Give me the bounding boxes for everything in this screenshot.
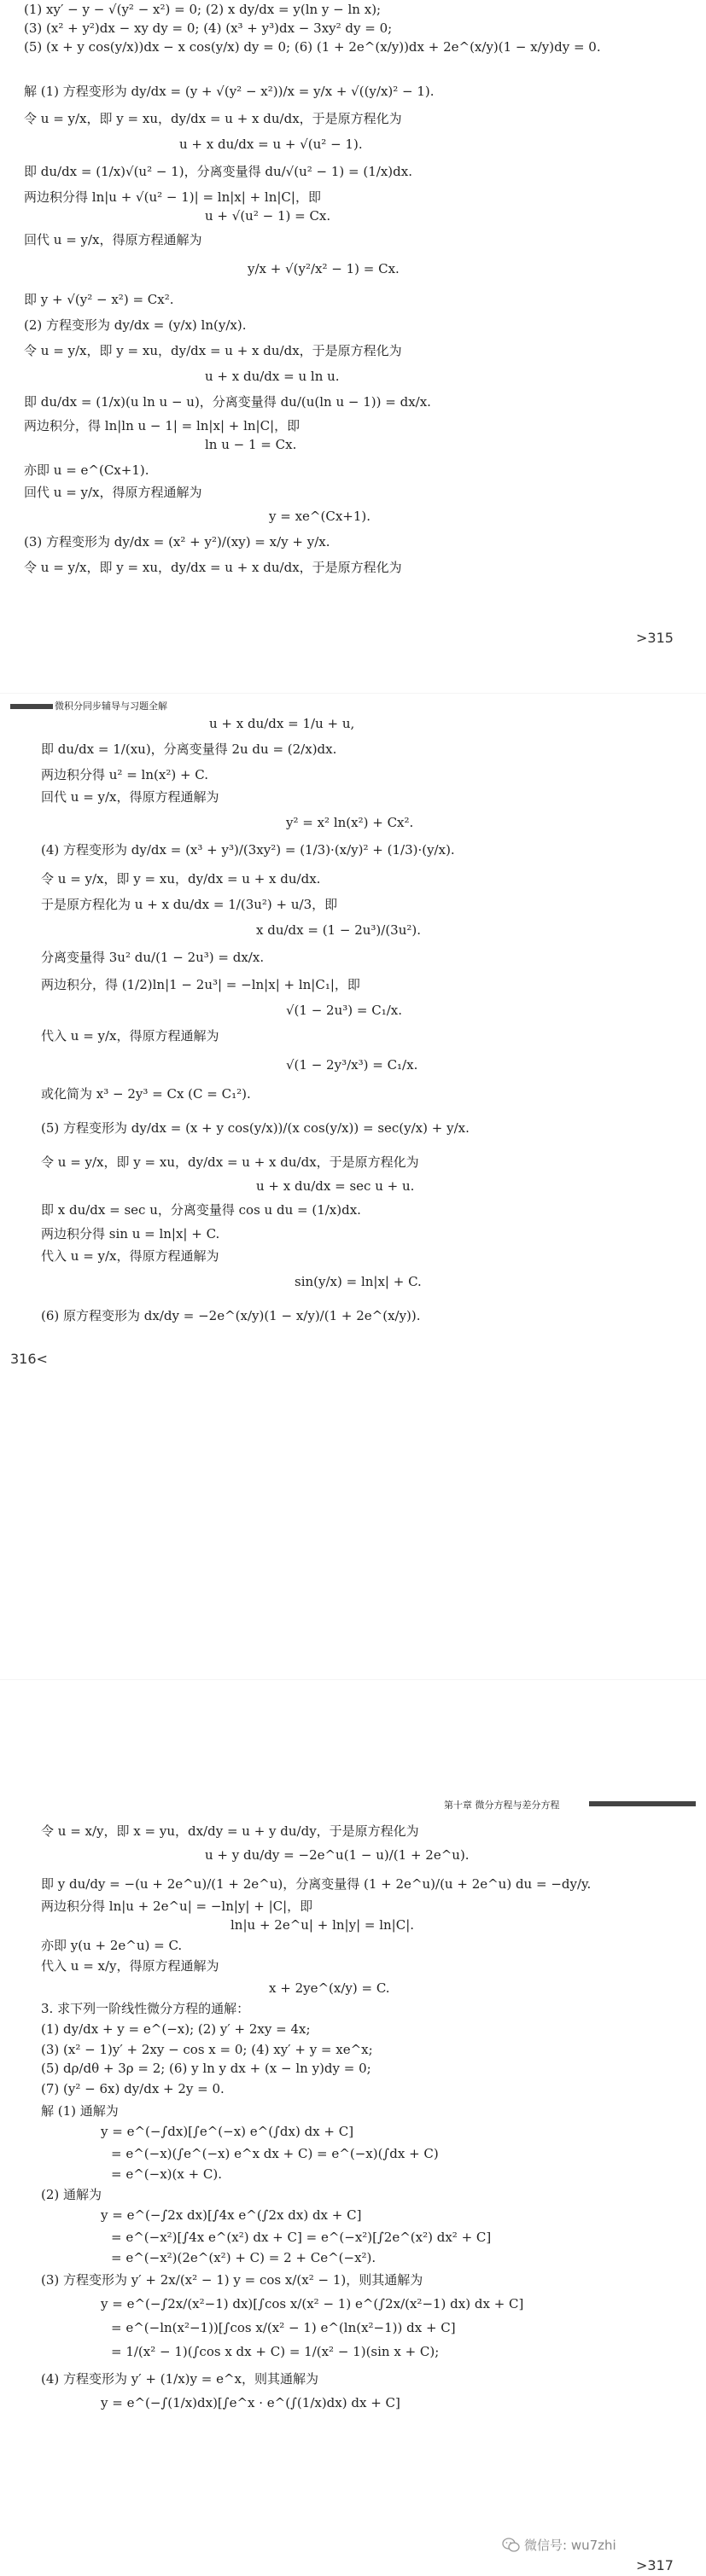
formula-line: u + x du/dx = u ln u. (205, 369, 340, 384)
header-title: 微积分同步辅导与习题全解 (55, 701, 167, 712)
header-title: 第十章 微分方程与差分方程 (444, 1800, 560, 1811)
text-line: 回代 u = y/x，得原方程通解为 (24, 232, 202, 247)
text-line: 于是原方程化为 u + x du/dx = 1/(3u²) + u/3，即 (41, 897, 338, 912)
text-line: 或化简为 x³ − 2y³ = Cx (C = C₁²). (41, 1086, 251, 1102)
formula-line: x + 2ye^(x/y) = C. (269, 1980, 390, 1996)
problem-line-1: (1) xy′ − y − √(y² − x²) = 0; (2) x dy/dx = y(ln y − ln x); (24, 2, 382, 17)
formula-line: u + y du/dy = −2e^u(1 − u)/(1 + 2e^u). (205, 1847, 470, 1863)
formula-line: y = xe^(Cx+1). (269, 509, 371, 524)
formula-line: sin(y/x) = ln|x| + C. (295, 1274, 422, 1289)
text-line: 即 du/dx = (1/x)√(u² − 1)，分离变量得 du/√(u² − 1) = (1/x)dx. (24, 164, 412, 179)
page-317 (0, 1679, 706, 2576)
exercise-line: (3) (x² − 1)y′ + 2xy − cos x = 0; (4) xy′ + y = xe^x; (41, 2042, 373, 2057)
formula-line: y = e^(−∫2x dx)[∫4x e^(∫2x dx) dx + C] (101, 2207, 362, 2223)
text-line: 令 u = y/x，即 y = xu，dy/dx = u + x du/dx，于是原方程化为 (24, 111, 402, 126)
formula-line: u + x du/dx = 1/u + u, (209, 716, 355, 731)
watermark-text: 微信号: wu7zhi (524, 2538, 616, 2553)
text-line: 令 u = y/x，即 y = xu，dy/dx = u + x du/dx，于是原方程化为 (24, 343, 402, 358)
exercise-heading: 3. 求下列一阶线性微分方程的通解： (41, 2001, 250, 2016)
text-line: (4) 方程变形为 dy/dx = (x³ + y³)/(3xy²) = (1/3)·(x/y)² + (1/3)·(y/x). (41, 842, 455, 858)
text-line: 即 y + √(y² − x²) = Cx². (24, 292, 174, 307)
formula-line: = e^(−ln(x²−1))[∫cos x/(x² − 1) e^(ln(x²−1)) dx + C] (111, 2320, 456, 2335)
text-line: (3) 方程变形为 dy/dx = (x² + y²)/(xy) = x/y + y/x. (24, 534, 330, 550)
text-line: 亦即 y(u + 2e^u) = C. (41, 1938, 183, 1953)
text-line: 两边积分得 ln|u + 2e^u| = −ln|y| + |C|，即 (41, 1899, 313, 1914)
header-bar (589, 1801, 696, 1806)
exercise-line: (1) dy/dx + y = e^(−x); (2) y′ + 2xy = 4x; (41, 2021, 311, 2037)
text-line: 回代 u = y/x，得原方程通解为 (24, 485, 202, 500)
text-line: (5) 方程变形为 dy/dx = (x + y cos(y/x))/(x cos(y/x)) = sec(y/x) + y/x. (41, 1120, 470, 1136)
problem-line-3: (5) (x + y cos(y/x))dx − x cos(y/x) dy = 0; (6) (1 + 2e^(x/y))dx + 2e^(x/y)(1 − x/y)dy = 0. (24, 39, 601, 55)
exercise-line: (5) dρ/dθ + 3ρ = 2; (6) y ln y dx + (x − ln y)dy = 0; (41, 2061, 371, 2076)
text-line: 两边积分，得 ln|ln u − 1| = ln|x| + ln|C|，即 (24, 418, 300, 433)
formula-line: ln u − 1 = Cx. (205, 437, 297, 452)
exercise-line: (7) (y² − 6x) dy/dx + 2y = 0. (41, 2081, 225, 2096)
text-line: 令 u = y/x，即 y = xu，dy/dx = u + x du/dx，于是原方程化为 (41, 1154, 419, 1170)
formula-line: = e^(−x)(∫e^(−x) e^x dx + C) = e^(−x)(∫dx + C) (111, 2146, 439, 2161)
text-line: 分离变量得 3u² du/(1 − 2u³) = dx/x. (41, 950, 265, 965)
formula-line: u + √(u² − 1) = Cx. (205, 208, 331, 224)
page-number: >315 (636, 630, 674, 646)
text-line: (6) 原方程变形为 dx/dy = −2e^(x/y)(1 − x/y)/(1 + 2e^(x/y)). (41, 1308, 421, 1323)
formula-line: = e^(−x²)[∫4x e^(x²) dx + C] = e^(−x²)[∫2e^(x²) dx² + C] (111, 2230, 492, 2245)
formula-line: y = e^(−∫(1/x)dx)[∫e^x · e^(∫(1/x)dx) dx + C] (101, 2395, 400, 2410)
formula-line: u + x du/dx = sec u + u. (256, 1178, 415, 1194)
text-line: (2) 方程变形为 dy/dx = (y/x) ln(y/x). (24, 317, 247, 333)
text-line: 亦即 u = e^(Cx+1). (24, 462, 149, 478)
formula-line: x du/dx = (1 − 2u³)/(3u²). (256, 922, 422, 938)
formula-line: = 1/(x² − 1)(∫cos x dx + C) = 1/(x² − 1)(sin x + C); (111, 2344, 440, 2359)
text-line: (2) 通解为 (41, 2187, 102, 2202)
text-line: 回代 u = y/x，得原方程通解为 (41, 789, 219, 805)
text-line: (3) 方程变形为 y′ + 2x/(x² − 1) y = cos x/(x² − 1)，则其通解为 (41, 2272, 423, 2288)
formula-line: √(1 − 2u³) = C₁/x. (286, 1003, 403, 1018)
formula-line: ln|u + 2e^u| + ln|y| = ln|C|. (230, 1917, 415, 1933)
text-line: 两边积分得 u² = ln(x²) + C. (41, 767, 208, 782)
formula-line: u + x du/dx = u + √(u² − 1). (179, 137, 363, 152)
page-315 (0, 0, 706, 693)
text-line: 即 x du/dx = sec u，分离变量得 cos u du = (1/x)dx. (41, 1202, 361, 1218)
solution-line: 解 (1) 方程变形为 dy/dx = (y + √(y² − x²))/x = y/x + √((y/x)² − 1). (24, 84, 435, 99)
page-number: >317 (636, 2557, 674, 2573)
text-line: (4) 方程变形为 y′ + (1/x)y = e^x，则其通解为 (41, 2371, 319, 2387)
text-line: 代入 u = y/x，得原方程通解为 (41, 1028, 219, 1044)
formula-line: = e^(−x)(x + C). (111, 2166, 223, 2182)
text-line: 令 u = y/x，即 y = xu，dy/dx = u + x du/dx. (41, 871, 321, 887)
text-line: 两边积分得 sin u = ln|x| + C. (41, 1226, 220, 1241)
formula-line: y² = x² ln(x²) + Cx². (286, 815, 414, 830)
formula-line: = e^(−x²)(2e^(x²) + C) = 2 + Ce^(−x²). (111, 2250, 376, 2265)
text-line: 令 u = y/x，即 y = xu，dy/dx = u + x du/dx，于是原方程化为 (24, 560, 402, 575)
page-number: 316< (10, 1351, 48, 1367)
text-line: 两边积分得 ln|u + √(u² − 1)| = ln|x| + ln|C|，即 (24, 189, 321, 205)
text-line: 代入 u = x/y，得原方程通解为 (41, 1958, 219, 1974)
solution-line: 解 (1) 通解为 (41, 2103, 119, 2119)
text-line: 即 du/dx = (1/x)(u ln u − u)，分离变量得 du/(u(ln u − 1)) = dx/x. (24, 394, 431, 410)
problem-line-2: (3) (x² + y²)dx − xy dy = 0; (4) (x³ + y³)dx − 3xy² dy = 0; (24, 20, 393, 36)
text-line: 两边积分，得 (1/2)ln|1 − 2u³| = −ln|x| + ln|C₁|，即 (41, 977, 360, 992)
text-line: 令 u = x/y，即 x = yu，dx/dy = u + y du/dy，于是原方程化为 (41, 1823, 419, 1839)
wechat-icon (502, 2538, 521, 2553)
text-line: 即 du/dx = 1/(xu)，分离变量得 2u du = (2/x)dx. (41, 741, 337, 757)
text-line: 代入 u = y/x，得原方程通解为 (41, 1248, 219, 1264)
formula-line: y = e^(−∫dx)[∫e^(−x) e^(∫dx) dx + C] (101, 2124, 354, 2139)
formula-line: √(1 − 2y³/x³) = C₁/x. (286, 1057, 418, 1073)
formula-line: y/x + √(y²/x² − 1) = Cx. (248, 261, 400, 276)
header-bar (10, 704, 53, 709)
text-line: 即 y du/dy = −(u + 2e^u)/(1 + 2e^u)，分离变量得 (1 + 2e^u)/(u + 2e^u) du = −dy/y. (41, 1876, 592, 1892)
formula-line: y = e^(−∫2x/(x²−1) dx)[∫cos x/(x² − 1) e^(∫2x/(x²−1) dx) dx + C] (101, 2296, 524, 2311)
page-316 (0, 693, 706, 1680)
